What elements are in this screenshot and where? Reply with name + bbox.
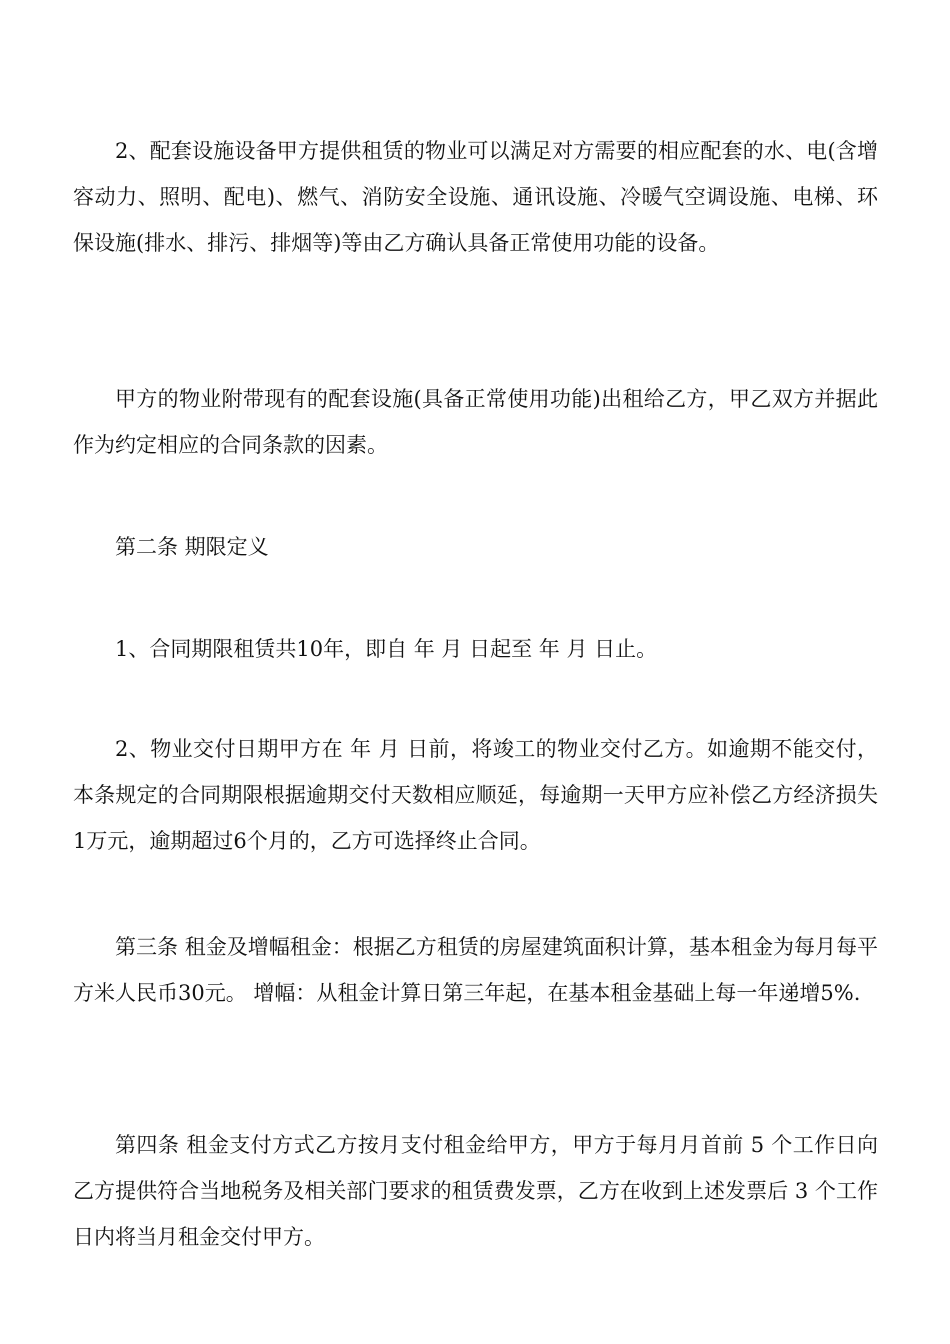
clause-paragraph-lease-term: 1、合同期限租赁共10年，即自 年 月 日起至 年 月 日止。	[115, 637, 658, 661]
clause-paragraph-rent-increase: 第三条 租金及增幅租金：根据乙方租赁的房屋建筑面积计算，基本租金为每月每平方米人民币30元。 增幅：从租金计算日第三年起，在基本租金基础上每一年递增5%.	[73, 935, 878, 1005]
article-heading-term: 第二条 期限定义	[115, 535, 269, 559]
clause-paragraph-rent-payment: 第四条 租金支付方式乙方按月支付租金给甲方，甲方于每月月首前 5 个工作日向乙方提供符合当地税务及相关部门要求的租赁费发票，乙方在收到上述发票后 3 个工作日内将当月租金交付甲方。	[73, 1133, 878, 1249]
clause-paragraph-delivery-date: 2、物业交付日期甲方在 年 月 日前，将竣工的物业交付乙方。如逾期不能交付，本条规定的合同期限根据逾期交付天数相应顺延，每逾期一天甲方应补偿乙方经济损失1万元，逾期超过6个月的，乙方可选择终止合同。	[73, 737, 878, 853]
clause-paragraph-facilities-lease: 甲方的物业附带现有的配套设施(具备正常使用功能)出租给乙方，甲乙双方并据此作为约定相应的合同条款的因素。	[73, 387, 878, 457]
clause-paragraph-facilities: 2、配套设施设备甲方提供租赁的物业可以满足对方需要的相应配套的水、电(含增容动力、照明、配电)、燃气、消防安全设施、通讯设施、冷暖气空调设施、电梯、环保设施(排水、排污、排烟等)等由乙方确认具备正常使用功能的设备。	[73, 139, 878, 255]
